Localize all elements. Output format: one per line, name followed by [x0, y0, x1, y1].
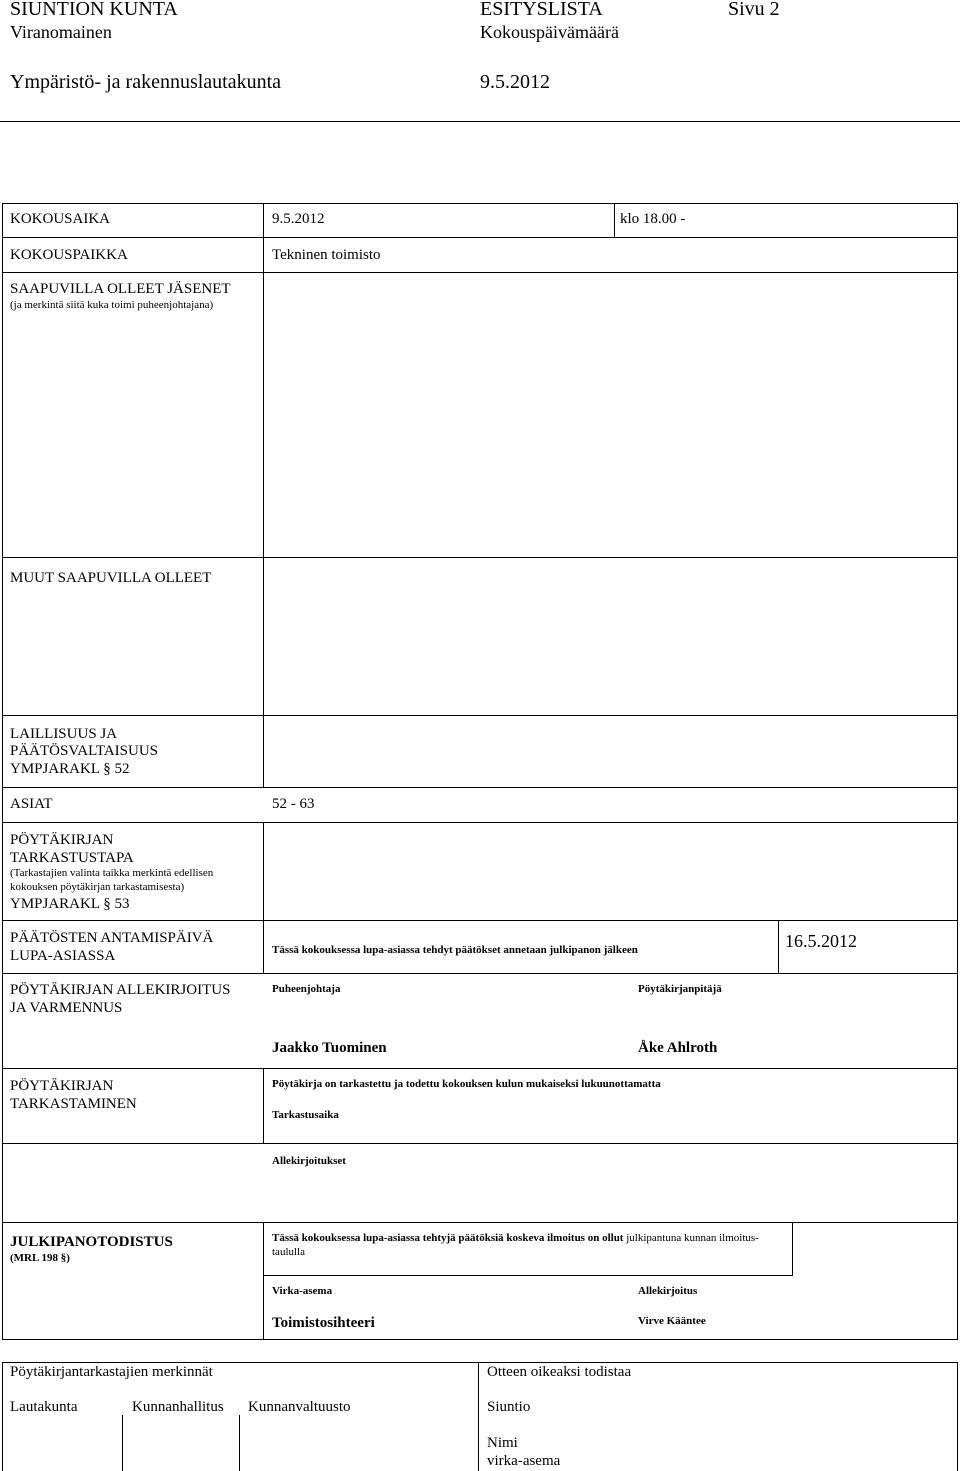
decision-label-line1: PÄÄTÖSTEN ANTAMISPÄIVÄ [10, 930, 214, 946]
footer-place: Siuntio [487, 1399, 531, 1415]
footer-col-kunnanvaltuusto: Kunnanvaltuusto [248, 1399, 351, 1415]
footer-position-label: virka-asema [487, 1453, 561, 1469]
check-label-line2: TARKASTAMINEN [10, 1096, 137, 1112]
decision-text: Tässä kokouksessa lupa-asiassa tehdyt päätökset annetaan julkipanon jälkeen [272, 944, 638, 956]
footer-col-lautakunta: Lautakunta [10, 1399, 78, 1415]
position-value: Toimistosihteeri [272, 1315, 375, 1331]
meeting-time-date: 9.5.2012 [272, 211, 325, 227]
notice-label: JULKIPANOTODISTUS [10, 1234, 173, 1250]
signature-name: Virve Kääntee [638, 1315, 706, 1327]
meeting-place: Tekninen toimisto [272, 247, 381, 263]
review-note-line2: kokouksen pöytäkirjan tarkastamisesta) [10, 881, 185, 893]
copy-certified-label: Otteen oikeaksi todistaa [487, 1364, 632, 1380]
signing-label-line1: PÖYTÄKIRJAN ALLEKIRJOITUS [10, 982, 231, 998]
footer-col-kunnanhallitus: Kunnanhallitus [132, 1399, 224, 1415]
authority-name: Ympäristö- ja rakennuslautakunta [10, 71, 282, 93]
authority-label: Viranomainen [10, 22, 112, 42]
items-label: ASIAT [10, 796, 53, 812]
chair-name: Jaakko Tuominen [272, 1040, 387, 1056]
secretary-label: Pöytäkirjanpitäjä [638, 983, 722, 995]
position-label: Virka-asema [272, 1285, 333, 1297]
meeting-time-clock: klo 18.00 - [620, 211, 686, 227]
table-right-border [957, 203, 958, 1340]
chair-label: Puheenjohtaja [272, 983, 341, 995]
signing-label-line2: JA VARMENNUS [10, 1000, 123, 1016]
members-label: SAAPUVILLA OLLEET JÄSENET [10, 281, 231, 297]
signature-label: Allekirjoitus [638, 1285, 698, 1297]
items-range: 52 - 63 [272, 796, 315, 812]
notice-text-line2: taululla [272, 1246, 305, 1258]
legality-label-line2: PÄÄTÖSVALTAISUUS [10, 743, 159, 759]
table-top-line [2, 203, 958, 204]
municipality-name: SIUNTION KUNTA [10, 0, 178, 20]
table-bottom-line [2, 1339, 958, 1340]
others-label: MUUT SAAPUVILLA OLLEET [10, 570, 212, 586]
notice-reference: (MRL 198 §) [10, 1252, 70, 1264]
header-divider [0, 121, 960, 122]
decision-label-line2: LUPA-ASIASSA [10, 948, 116, 964]
meeting-time-label: KOKOUSAIKA [10, 211, 110, 227]
check-time-label: Tarkastusaika [272, 1109, 339, 1121]
review-label-line1: PÖYTÄKIRJAN [10, 832, 114, 848]
footer-top-line [2, 1362, 958, 1363]
review-reference: YMPJARAKL § 53 [10, 896, 130, 912]
legality-reference: YMPJARAKL § 52 [10, 761, 130, 777]
review-label-line2: TARKASTUSTAPA [10, 850, 134, 866]
date-label: Kokouspäivämäärä [480, 22, 619, 42]
notice-text-line1: Tässä kokouksessa lupa-asiassa tehtyjä päätöksiä koskeva ilmoitus on ollut julkipantuna kunnan ilmoitus- [272, 1232, 759, 1244]
decision-date: 16.5.2012 [785, 931, 857, 951]
footer-name-label: Nimi [487, 1435, 518, 1451]
signatures-label: Allekirjoitukset [272, 1155, 346, 1167]
table-left-border [2, 203, 3, 1340]
secretary-name: Åke Ahlroth [638, 1040, 718, 1056]
check-label-line1: PÖYTÄKIRJAN [10, 1078, 114, 1094]
meeting-date: 9.5.2012 [480, 71, 550, 93]
reviewers-label: Pöytäkirjantarkastajien merkinnät [10, 1364, 213, 1380]
page-number: Sivu 2 [728, 0, 780, 20]
members-note: (ja merkintä siitä kuka toimi puheenjohtajana) [10, 299, 214, 311]
document-type: ESITYSLISTA [480, 0, 603, 20]
legality-label-line1: LAILLISUUS JA [10, 726, 118, 742]
check-text: Pöytäkirja on tarkastettu ja todettu kokouksen kulun mukaiseksi lukuunottamatta [272, 1078, 661, 1090]
review-note-line1: (Tarkastajien valinta taikka merkintä edellisen [10, 867, 214, 879]
meeting-place-label: KOKOUSPAIKKA [10, 247, 128, 263]
